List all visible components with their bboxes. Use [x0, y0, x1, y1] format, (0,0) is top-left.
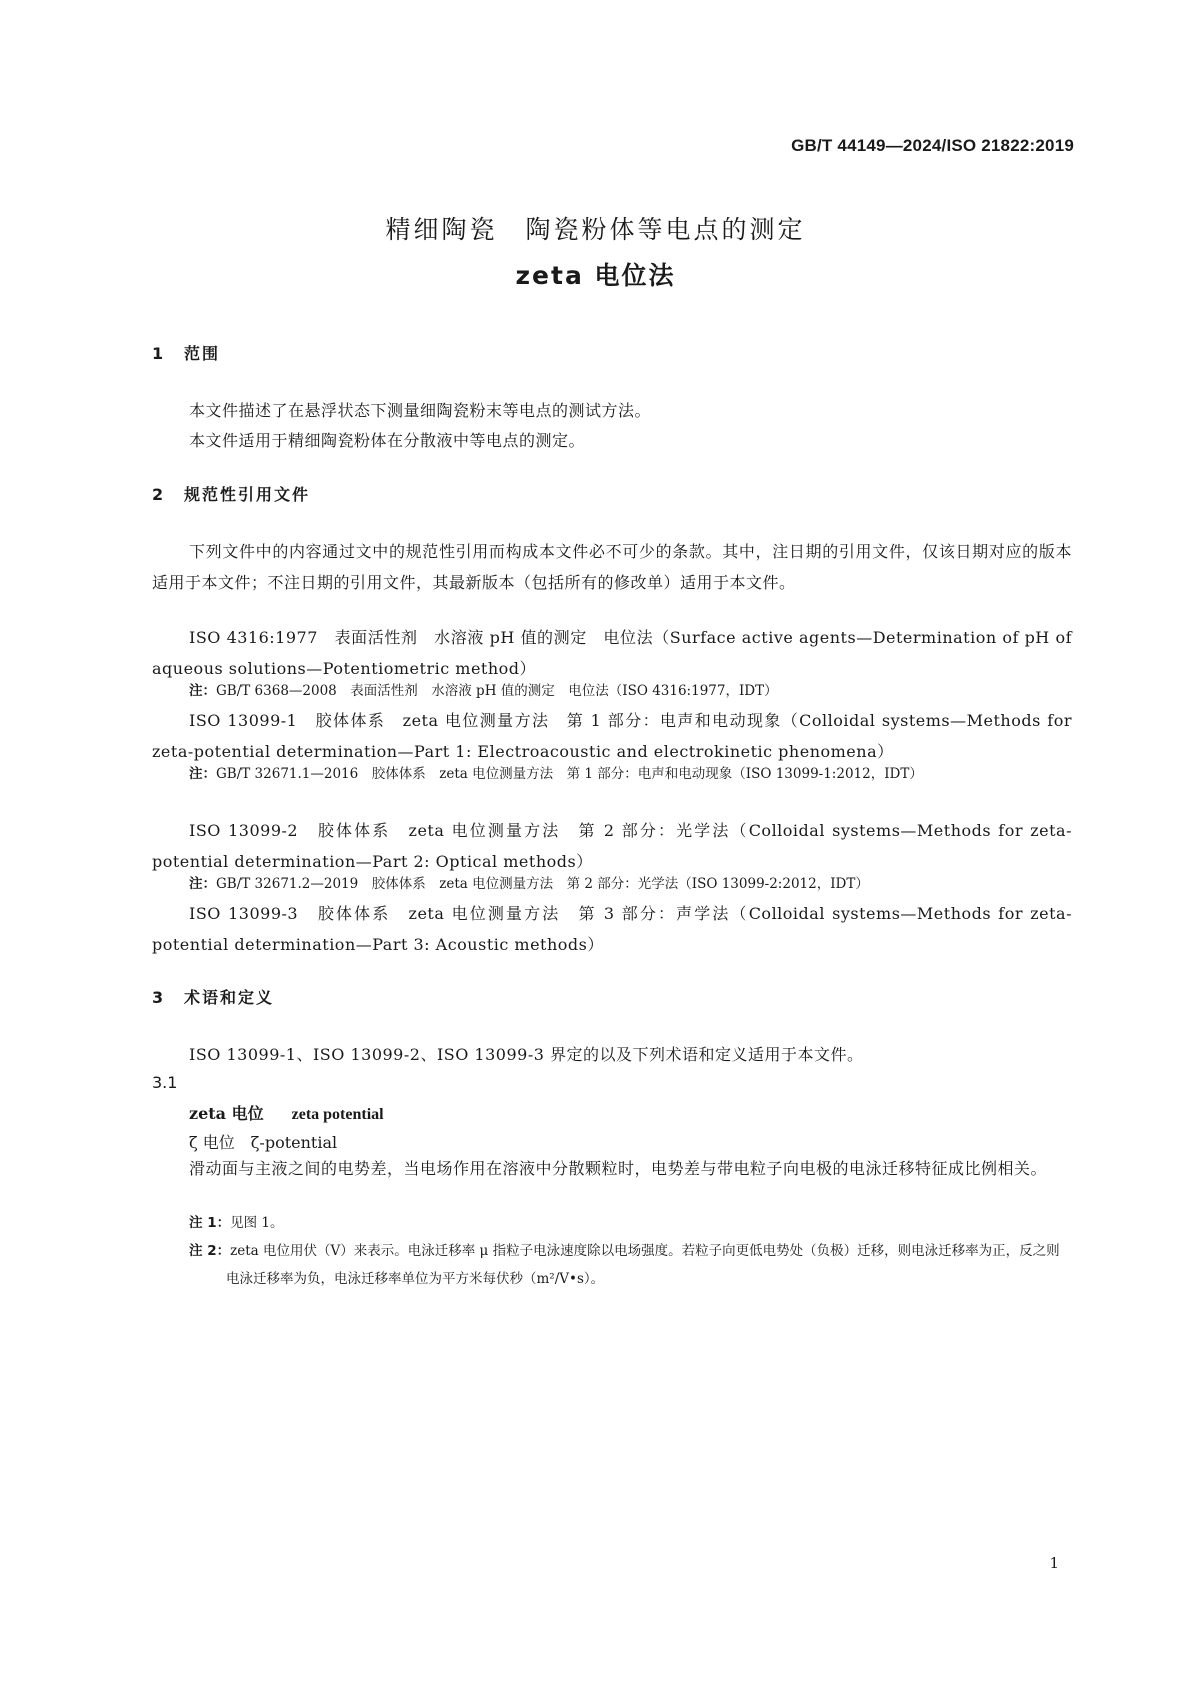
page-number: 1 [1049, 1554, 1059, 1572]
note-label: 注： [189, 876, 216, 892]
note-label: 注 1： [189, 1215, 231, 1231]
section-1-paragraph: 本文件适用于精细陶瓷粉体在分散液中等电点的测定。 [189, 431, 586, 450]
reference-note [189, 870, 1072, 898]
section-3-title: 术语和定义 [184, 988, 275, 1007]
section-1-title: 范围 [184, 344, 221, 363]
section-3-intro: ISO 13099-1、ISO 13099-2、ISO 13099-3 界定的以及下列术语和定义适用于本文件。 [189, 1045, 864, 1064]
note-label: 注： [189, 766, 216, 782]
term-heading [189, 1101, 384, 1124]
section-2-heading [152, 482, 310, 505]
document-title-line1: 精细陶瓷 陶瓷粉体等电点的测定 [385, 215, 806, 244]
section-1-heading [152, 341, 220, 364]
reference-entry: ISO 13099-3 胶体体系 zeta 电位测量方法 第 3 部分：声学法（Colloidal systems—Methods for zeta-potential determination—Part 3: Acoustic methods） [152, 904, 1072, 954]
reference-entry: ISO 13099-1 胶体体系 zeta 电位测量方法 第 1 部分：电声和电动现象（Colloidal systems—Methods for zeta-potential determination—Part 1: Electroacoustic and electrokinetic phenomena） [152, 711, 1072, 761]
term-definition: 滑动面与主液之间的电势差，当电场作用在溶液中分散颗粒时，电势差与带电粒子向电极的电泳迁移特征成比例相关。 [189, 1159, 1048, 1178]
section-3-heading [152, 985, 274, 1008]
note-label: 注 2： [189, 1243, 231, 1259]
term-note-1 [189, 1209, 1072, 1237]
term-en: zeta potential [291, 1106, 384, 1123]
term-note-2 [189, 1237, 1072, 1293]
note-text: GB/T 32671.1—2016 胶体体系 zeta 电位测量方法 第 1 部分：电声和电动现象（ISO 13099-1:2012，IDT） [216, 766, 923, 782]
document-title-line2: zeta 电位法 [515, 261, 676, 290]
term-cn: zeta 电位 [189, 1104, 264, 1123]
section-2-number: 2 [152, 485, 166, 504]
note-text: zeta 电位用伏（V）来表示。电泳迁移率 μ 指粒子电泳速度除以电场强度。若粒子向更低电势处（负极）迁移，则电泳迁移率为正，反之则电泳迁移率为负，电泳迁移率单位为平方米每伏秒（m²/V•s）。 [226, 1243, 1060, 1287]
reference-note [189, 760, 1072, 788]
section-2-intro: 下列文件中的内容通过文中的规范性引用而构成本文件必不可少的条款。其中，注日期的引用文件，仅该日期对应的版本适用于本文件；不注日期的引用文件，其最新版本（包括所有的修改单）适用于本文件。 [152, 542, 1072, 592]
clause-number: 3.1 [152, 1073, 178, 1092]
note-label: 注： [189, 683, 216, 699]
section-3-number: 3 [152, 988, 166, 1007]
note-text: GB/T 32671.2—2019 胶体体系 zeta 电位测量方法 第 2 部分：光学法（ISO 13099-2:2012，IDT） [216, 876, 869, 892]
term-synonym: ζ 电位 ζ-potential [189, 1133, 338, 1152]
note-text: GB/T 6368—2008 表面活性剂 水溶液 pH 值的测定 电位法（ISO 4316:1977，IDT） [216, 683, 778, 699]
section-1-number: 1 [152, 344, 166, 363]
reference-entry: ISO 4316:1977 表面活性剂 水溶液 pH 值的测定 电位法（Surface active agents—Determination of pH of aqueous solutions—Potentiometric method） [152, 628, 1072, 678]
section-1-paragraph: 本文件描述了在悬浮状态下测量细陶瓷粉末等电点的测试方法。 [189, 401, 652, 420]
section-2-title: 规范性引用文件 [184, 485, 311, 504]
reference-note [189, 677, 1072, 705]
note-text: 见图 1。 [230, 1215, 284, 1231]
reference-entry: ISO 13099-2 胶体体系 zeta 电位测量方法 第 2 部分：光学法（Colloidal systems—Methods for zeta-potential determination—Part 2: Optical methods） [152, 821, 1072, 871]
standard-code: GB/T 44149—2024/ISO 21822:2019 [791, 136, 1074, 155]
